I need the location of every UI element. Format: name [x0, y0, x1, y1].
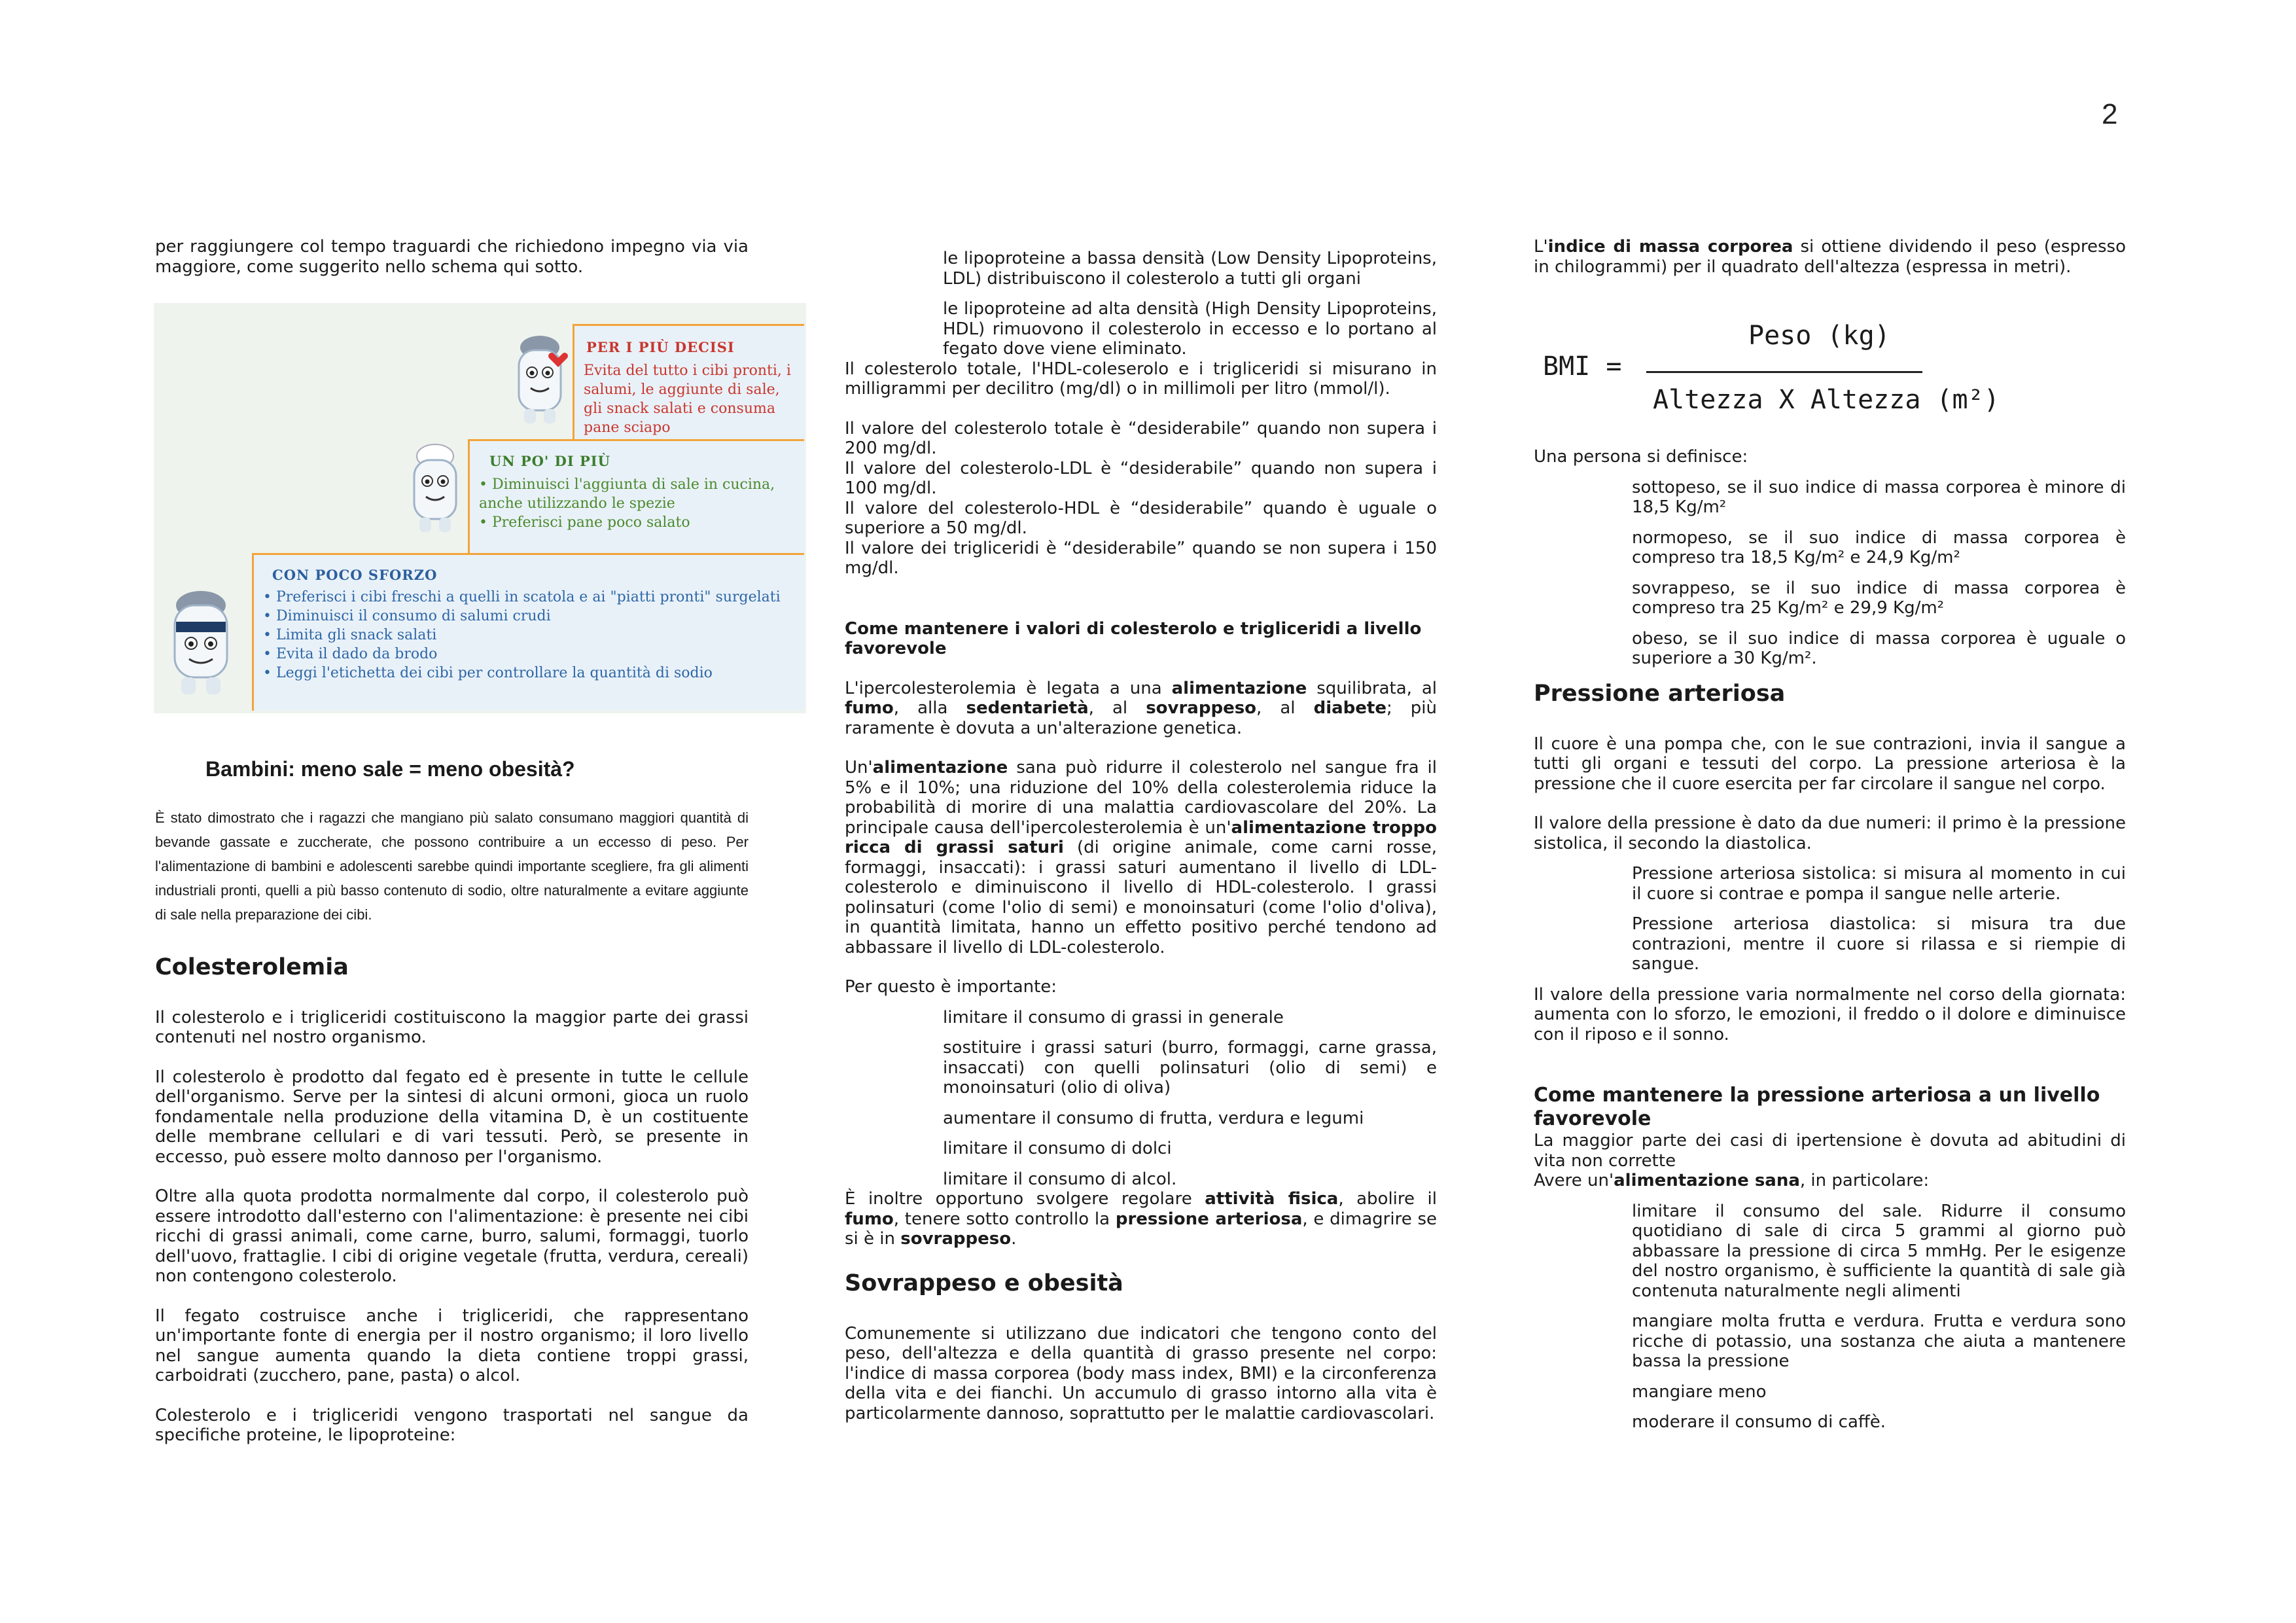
step-bottom — [252, 553, 804, 711]
paragraph: Il valore del colesterolo-HDL è “desiderabile” quando è uguale o superiore a 50 mg/dl. — [845, 498, 1437, 538]
paragraph: Per questo è importante: — [845, 977, 1057, 997]
list-item: • Preferisci i cibi freschi a quelli in scatola e ai "piatti pronti" surgelati — [263, 588, 800, 607]
pressione-heading: Pressione arteriosa — [1534, 680, 1786, 707]
list-item: Pressione arteriosa diastolica: si misura tra due contrazioni, mentre il cuore si rilassa e si riempie di sangue. — [1632, 914, 2126, 974]
bmi-formula — [1534, 303, 2126, 427]
pressione-mantenere-heading: Come mantenere la pressione arteriosa a un livello favorevole — [1534, 1084, 2100, 1130]
bmi-denominator: Altezza X Altezza (m²) — [1653, 385, 2000, 415]
salt-shaker-chef-icon — [402, 440, 468, 539]
list-item: Pressione arteriosa sistolica: si misura al momento in cui il cuore si contrae e pompa il sangue nelle arterie. — [1632, 864, 2126, 904]
paragraph: Comunemente si utilizzano due indicatori che tengono conto del peso, dell'altezza e della quantità di grasso presente nel corpo: l'indice di massa corporea (body mass index, BMI) e la circonferenza della vita e dei fianchi. Un accumulo di grasso intorno alla vita è particolarmente dannoso, soprattutto per le malattie cardiovascolari. — [845, 1323, 1437, 1423]
fraction-bar — [1646, 371, 1922, 373]
column-middle — [845, 249, 1437, 1443]
paragraph: Il valore dei trigliceridi è “desiderabile” quando se non supera i 150 mg/dl. — [845, 538, 1437, 578]
step-bottom-list — [263, 588, 800, 683]
paragraph: Il valore della pressione varia normalmente nel corso della giornata: aumenta con lo sforzo, le emozioni, il freddo o il dolore e diminuisce con il riposo e il sonno. — [1534, 984, 2126, 1044]
salt-shaker-mascot-icon — [162, 586, 240, 704]
step-top-title: PER I PIÙ DECISI — [586, 339, 735, 355]
paragraph: Una persona si definisce: — [1534, 447, 1748, 467]
bambini-paragraph: È stato dimostrato che i ragazzi che mangiano più salato consumano maggiori quantità di bevande gassate e zuccherate, che possono contribuire a un eccesso di peso. Per l'alimentazione di bambini e adolescenti sarebbe quindi importante scegliere, fra gli alimenti industriali pronti, quelli a più basso contenuto di sodio, oltre naturalmente a evitare aggiunte di sale nella preparazione dei cibi. — [155, 809, 749, 923]
step-middle — [468, 439, 804, 556]
list-item: • Preferisci pane poco salato — [479, 513, 793, 532]
paragraph: Il valore della pressione è dato da due numeri: il primo è la pressione sistolica, il secondo la diastolica. — [1534, 813, 2126, 853]
paragraph: Oltre alla quota prodotta normalmente dal corpo, il colesterolo può essere introdotto dall'esterno con l'alimentazione: è presente nei cibi ricchi di grassi animali, come carne, burro, salumi, formaggi, tuorlo dell'uovo, frattaglie. I cibi di origine vegetale (frutta, verdura, cereali) non contengono colesterolo. — [155, 1186, 749, 1286]
step-top — [573, 324, 804, 442]
intro-paragraph: per raggiungere col tempo traguardi che richiedono impegno via via maggiore, come suggerito nello schema qui sotto. — [155, 237, 749, 277]
paragraph: Il colesterolo è prodotto dal fegato ed è presente in tutte le cellule dell'organismo. Serve per la sintesi di alcuni ormoni, gioca un ruolo fondamentale nella produzione della vitamina D, è un costituente delle membrane cellulari e di vari tessuti. Però, se presente in eccesso, può essere molto dannoso per l'organismo. — [155, 1067, 749, 1167]
paragraph: Colesterolo e i trigliceridi vengono trasportati nel sangue da specifiche proteine, le lipoproteine: — [155, 1405, 749, 1445]
list-item: limitare il consumo di alcol. — [943, 1169, 1177, 1189]
pressione-list — [1534, 864, 2126, 974]
list-item: • Limita gli snack salati — [263, 626, 800, 645]
colesterolo-mantenere-heading: Come mantenere i valori di colesterolo e trigliceridi a livello favorevole — [845, 618, 1422, 658]
list-item: sovrappeso, se il suo indice di massa corporea è compreso tra 25 Kg/m² e 29,9 Kg/m² — [1632, 578, 2126, 618]
paragraph: Il colesterolo e i trigliceridi costituiscono la maggior parte dei grassi contenuti nel nostro organismo. — [155, 1007, 749, 1047]
list-item: normopeso, se il suo indice di massa corporea è compreso tra 18,5 Kg/m² e 24,9 Kg/m² — [1632, 527, 2126, 567]
list-item: • Leggi l'etichetta dei cibi per controllare la quantità di sodio — [263, 664, 800, 683]
list-item: le lipoproteine ad alta densità (High Density Lipoproteins, HDL) rimuovono il colesterolo in eccesso e lo portano al fegato dove viene eliminato. — [943, 299, 1437, 359]
bmi-label: BMI = — [1543, 351, 1622, 382]
list-item: sostituire i grassi saturi (burro, formaggi, carne grassa, insaccati) con quelli polinsaturi (olio di semi) e monoinsaturi (olio di oliva) — [943, 1038, 1437, 1097]
step-bottom-title: CON POCO SFORZO — [272, 567, 438, 583]
paragraph: Il valore del colesterolo totale è “desiderabile” quando non supera i 200 mg/dl. — [845, 418, 1437, 458]
step-top-text: Evita del tutto i cibi pronti, i salumi, le aggiunte di sale, gli snack salati e consuma pane sciapo — [584, 363, 791, 436]
sovrappeso-heading: Sovrappeso e obesità — [845, 1270, 1123, 1296]
imc-paragraph: L'indice di massa corporea si ottiene dividendo il peso (espresso in chilogrammi) per il quadrato dell'altezza (espressa in metri). — [1534, 237, 2127, 277]
salt-shaker-heart-icon — [507, 332, 573, 430]
ipercolesterolemia-paragraph: L'ipercolesterolemia è legata a una alimentazione squilibrata, al fumo, alla sedentarietà, al sovrappeso, al diabete; più raramente è dovuta a un'alterazione genetica. — [845, 678, 1437, 738]
list-item: limitare il consumo del sale. Ridurre il consumo quotidiano di sale di circa 5 grammi al giorno può abbassare la pressione di circa 5 mmHg. Per le esigenze del nostro organismo, è sufficiente la quantità di sale già contenuta naturalmente negli alimenti — [1632, 1201, 2126, 1301]
bmi-numerator: Peso (kg) — [1748, 321, 1890, 351]
diet-list — [1534, 1202, 2126, 1433]
column-left — [155, 237, 791, 1465]
bambini-heading: Bambini: meno sale = meno obesità? — [205, 757, 575, 781]
list-item: limitare il consumo di dolci — [943, 1139, 1172, 1158]
lipoprotein-list — [845, 249, 1437, 359]
page-number: 2 — [2102, 98, 2118, 130]
list-item: sottopeso, se il suo indice di massa corporea è minore di 18,5 Kg/m² — [1632, 477, 2126, 517]
list-item: • Evita il dado da brodo — [263, 645, 800, 664]
list-item: mangiare meno — [1632, 1382, 1767, 1402]
list-item: limitare il consumo di grassi in generale — [943, 1007, 1284, 1027]
list-item: • Diminuisci il consumo di salumi crudi — [263, 607, 800, 626]
attivita-paragraph: È inoltre opportuno svolgere regolare attività fisica, abolire il fumo, tenere sotto controllo la pressione arteriosa, e dimagrire se si è in sovrappeso. — [845, 1189, 1437, 1249]
list-item: • Diminuisci l'aggiunta di sale in cucina, anche utilizzando le spezie — [479, 475, 793, 513]
alimentazione-paragraph: Un'alimentazione sana può ridurre il colesterolo nel sangue fra il 5% e il 10%; una riduzione del 10% della colesterolemia riduce la probabilità di morire di una malattia cardiovascolare del 20%. La principale causa dell'ipercolesterolemia è un'alimentazione troppo ricca di grassi saturi (di origine animale, come carni rosse, formaggi, insaccati): i grassi saturi aumentano il livello di LDL-colesterolo e diminuiscono il livello di HDL-colesterolo. I grassi polinsaturi (come l'olio di semi) e monoinsaturi (come l'olio d'oliva), in quantità limitata, hanno un effetto positivo perché tendono ad abbassare il livello di LDL-colesterolo. — [845, 758, 1437, 957]
step-middle-title: UN PO' DI PIÙ — [489, 453, 610, 469]
column-right — [1534, 237, 2126, 1443]
list-item: moderare il consumo di caffè. — [1632, 1412, 1886, 1432]
paragraph: Il cuore è una pompa che, con le sue contrazioni, invia il sangue a tutti gli organi e tessuti del corpo. La pressione arteriosa è la pressione che il cuore esercita per far circolare il sangue nel corpo. — [1534, 734, 2126, 794]
bmi-categories-list — [1534, 478, 2126, 669]
salt-reduction-infographic — [154, 303, 806, 713]
paragraph: Il colesterolo totale, l'HDL-coleserolo e i trigliceridi si misurano in milligrammi per decilitro (mg/dl) o in millimoli per litro (mmol/l). — [845, 359, 1437, 399]
list-item: mangiare molta frutta e verdura. Frutta e verdura sono ricche di potassio, una sostanza che aiuta a mantenere bassa la pressione — [1632, 1311, 2126, 1371]
step-middle-list — [479, 475, 793, 532]
colesterolemia-heading: Colesterolemia — [155, 954, 349, 980]
paragraph: Il fegato costruisce anche i trigliceridi, che rappresentano un'importante fonte di energia per il nostro organismo; il loro livello nel sangue aumenta quando la dieta contiene troppi grassi, carboidrati (zucchero, pane, pasta) o alcol. — [155, 1306, 749, 1385]
importante-list — [845, 1008, 1437, 1190]
paragraph: La maggior parte dei casi di ipertensione è dovuta ad abitudini di vita non corrette — [1534, 1131, 2126, 1171]
list-item: le lipoproteine a bassa densità (Low Density Lipoproteins, LDL) distribuiscono il colesterolo a tutti gli organi — [943, 249, 1437, 289]
alimentazione-sana-paragraph: Avere un'alimentazione sana, in particolare: — [1534, 1171, 1930, 1190]
list-item: aumentare il consumo di frutta, verdura e legumi — [943, 1108, 1364, 1128]
paragraph: Il valore del colesterolo-LDL è “desiderabile” quando non supera i 100 mg/dl. — [845, 458, 1437, 498]
list-item: obeso, se il suo indice di massa corporea è uguale o superiore a 30 Kg/m². — [1632, 628, 2126, 668]
